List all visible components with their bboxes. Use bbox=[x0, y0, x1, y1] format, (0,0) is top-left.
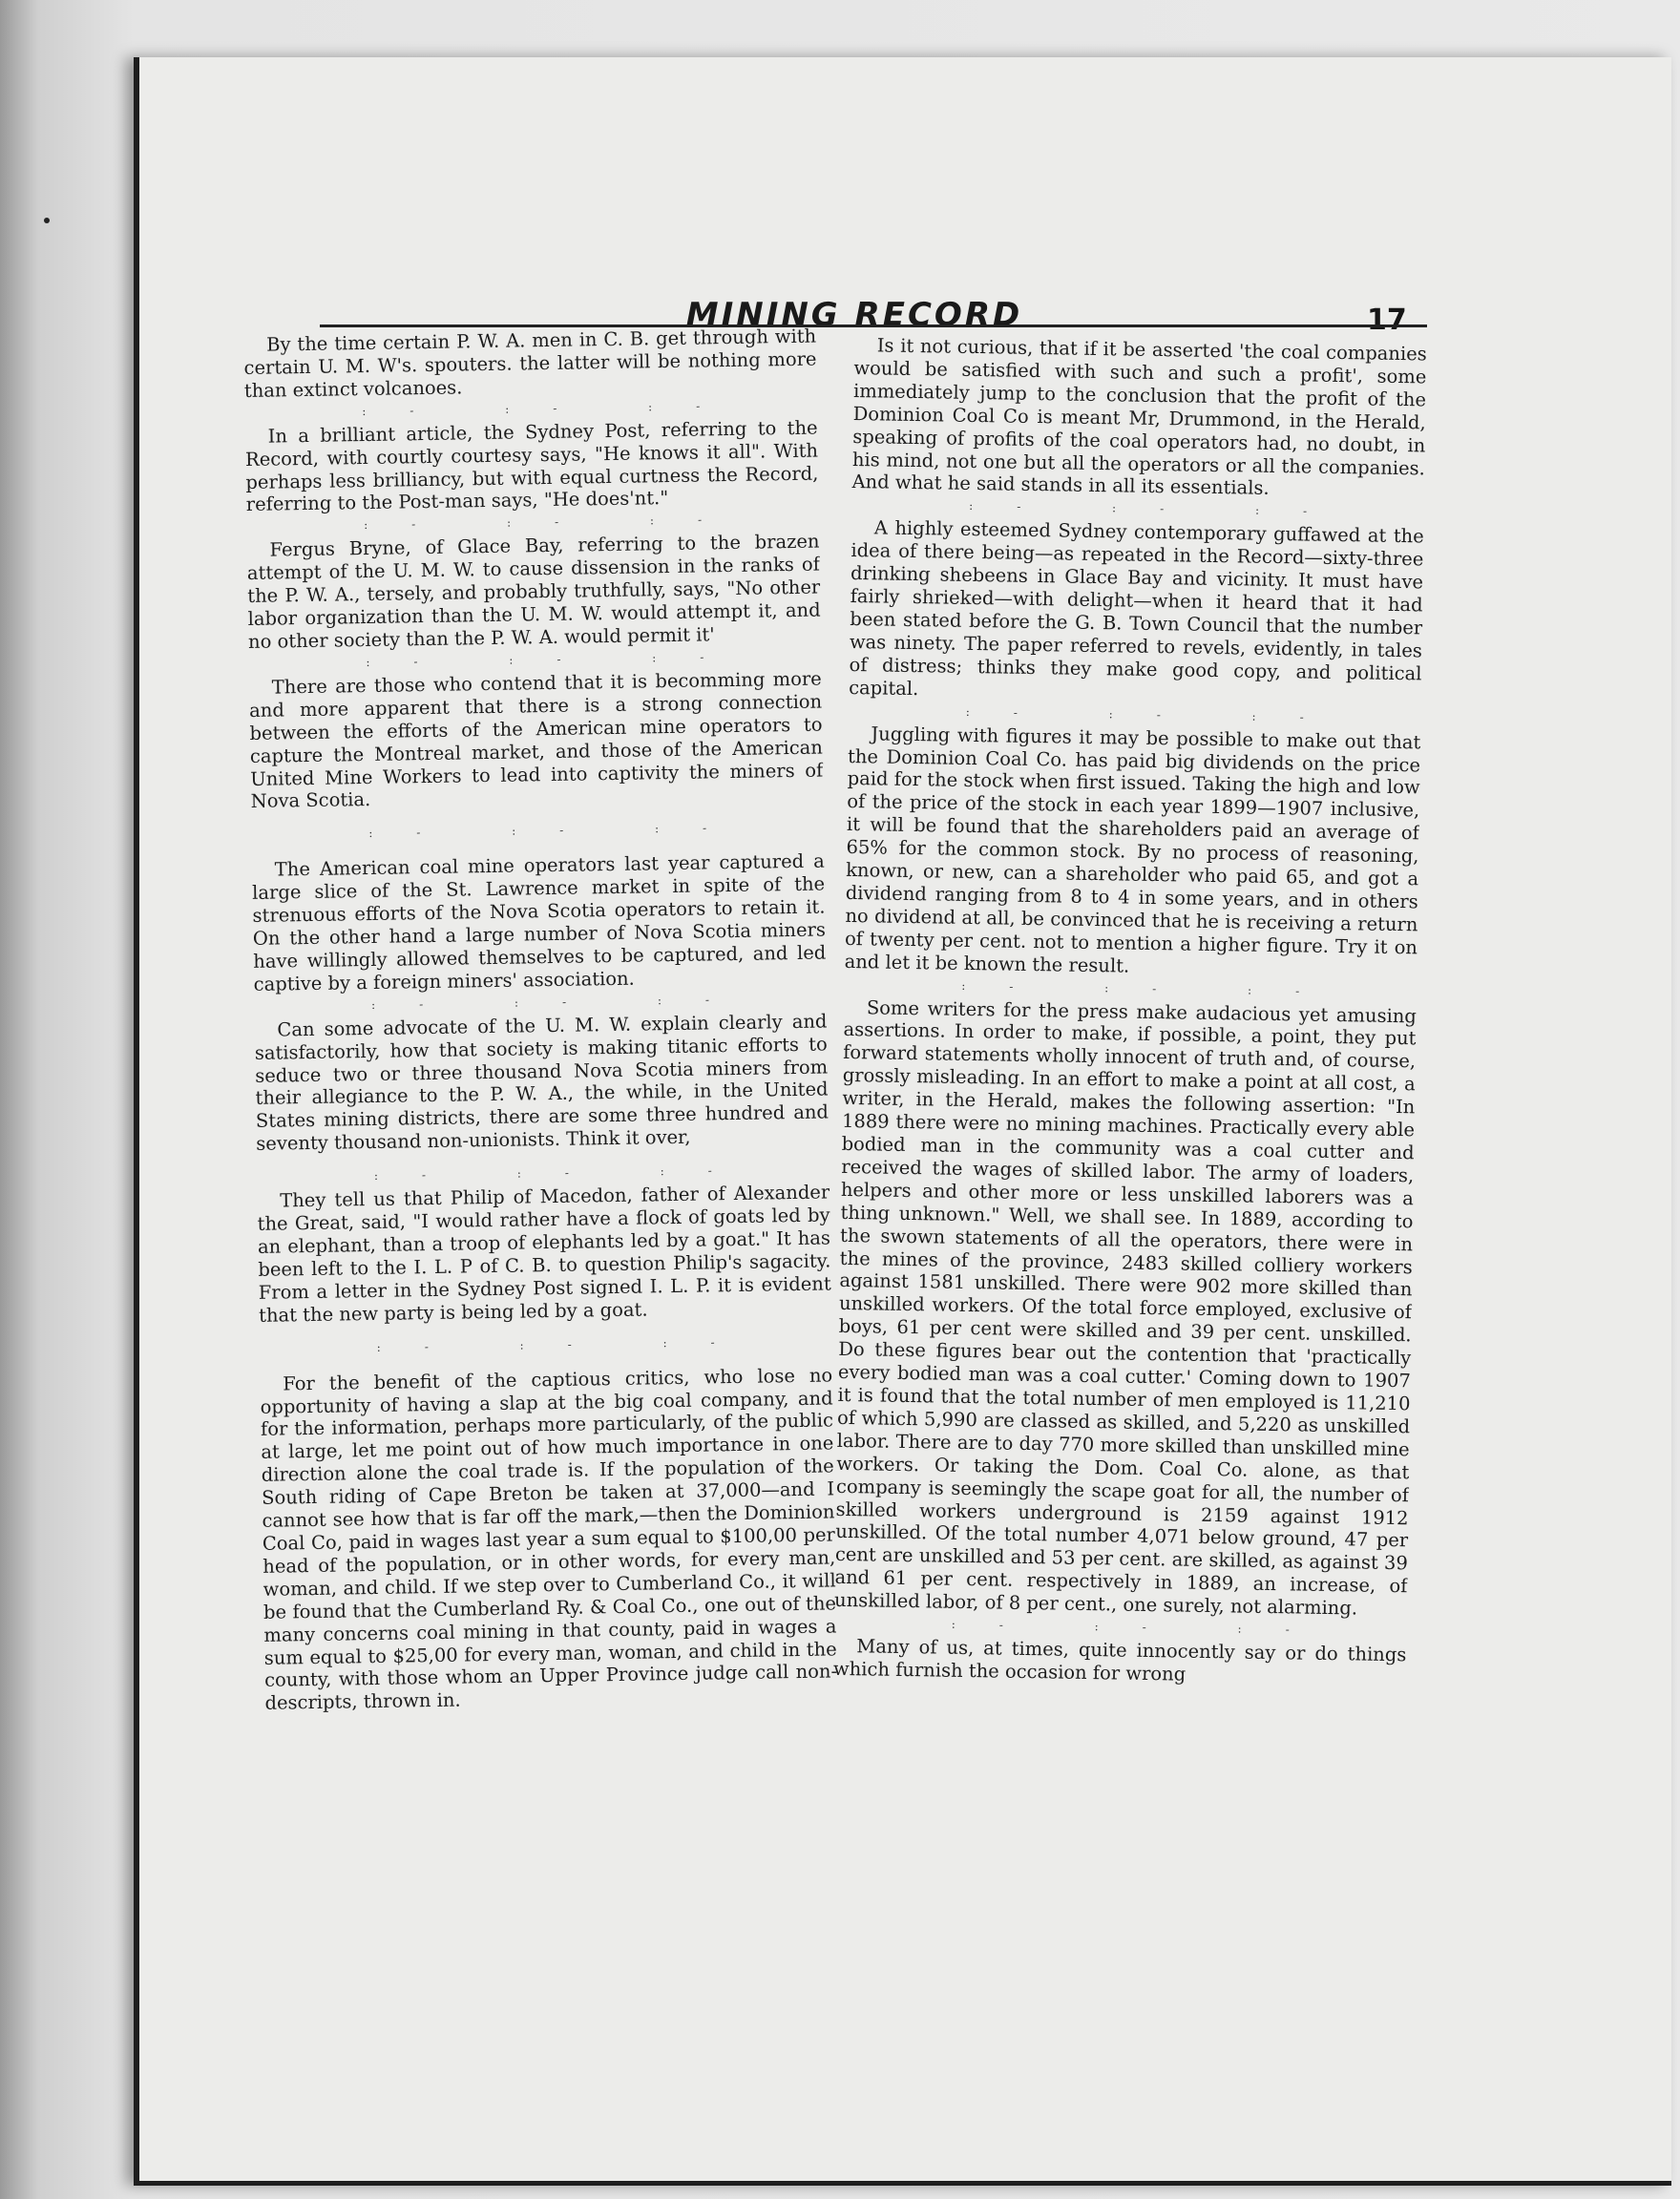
section-separator: :- :- :- bbox=[961, 978, 1344, 998]
paragraph: By the time certain P. W. A. men in C. B. get through with certain U. M. W's. spouters. the latter will be nothing more than extinct volcanoes. bbox=[243, 325, 817, 402]
section-separator: :- :- :- bbox=[364, 513, 746, 533]
section-separator: :- :- :- bbox=[370, 992, 754, 1012]
paragraph: For the benefit of the captious critics, who lose no opportunity of having a slap at the big coal company, and for the information, perhaps more particularly, of the public at large, let me point out of how much importance in one direction alone the coal trade is. If the population of the South riding of Cape Breton be taken at 37,000—and I cannot see how that is far off the mark,—then the Dominion Coal Co, paid in wages last year a sum equal to $100,00 per head of the population, or in other words, for every man, woman, and child. If we step over to Cumberland Co., it will be found that the Cumberland Ry. & Coal Co., one out of the many concerns coal mining in that county, paid in wages a sum equal to $25,00 for every man, woman, and child in the county, with those whom an Upper Province judge call non-descripts, thrown in. bbox=[260, 1364, 838, 1715]
section-separator: :- :- :- bbox=[362, 398, 745, 418]
right-column bbox=[828, 334, 1427, 2032]
scan-speck bbox=[44, 218, 50, 223]
paragraph: Juggling with figures it may be possible to make out that the Dominion Coal Co. has paid big dividends on the price paid for the stock when first issued. Taking the high and low of the price of the stock in each year 1899—1907 inclusive, it will be found that the shareholders paid an average of 65% for the common stock. By no process of reasoning, known, or new, can a shareholder who paid 65, and got a dividend ranging from 8 to 4 in some years, and in others no dividend at all, be convinced that he is receiving a return of twenty per cent. not to mention a higher figure. Try it on and let it be known the result. bbox=[844, 722, 1421, 977]
section-separator: :- :- :- bbox=[965, 704, 1348, 724]
left-column bbox=[243, 325, 843, 2023]
paragraph: A highly esteemed Sydney contemporary guffawed at the idea of there being—as repeated in the Record—sixty-three drinking shebeens in Glace Bay and vicinity. It must have fairly shrieked—with delight—when it heard that it had been stated before the G. B. Town Council that the number was ninety. The paper referred to revels, evidently, in tales of distress; thinks they make good copy, and political capital. bbox=[849, 516, 1424, 700]
section-separator: :- :- :- bbox=[969, 499, 1352, 519]
section-separator: :- :- :- bbox=[951, 1617, 1334, 1638]
section-separator: :- :- :- bbox=[366, 649, 748, 669]
section-separator: :- :- :- bbox=[376, 1334, 759, 1354]
running-head-title: MINING RECORD bbox=[685, 296, 1023, 334]
paragraph: In a brilliant article, the Sydney Post, referring to the Record, with courtly courtesy says, "He knows it all". With perhaps less brilliancy, but with equal curtness the Record, referring to the Post-man says, "He does'nt." bbox=[244, 416, 819, 516]
paragraph: There are those who contend that it is becomming more and more apparent that there is a strong connection between the efforts of the American mine operators to capture the Montreal market, and those of the American United Mine Workers to lead into captivity the miners of Nova Scotia. bbox=[249, 667, 824, 813]
section-separator: :- :- :- bbox=[368, 821, 751, 841]
paragraph: Can some advocate of the U. M. W. explain clearly and satisfactorily, how that society is making titanic efforts to seduce two or three thousand Nova Scotia miners from their allegiance to the P. W. A., the while, in the United States mining districts, there are some three hundred and seventy thousand non-unionists. Think it over, bbox=[254, 1010, 830, 1156]
paragraph: They tell us that Philip of Macedon, father of Alexander the Great, said, "I would rather have a flock of goats led by an elephant, than a troop of elephants led by a goat." It has been left to the I. L. P of C. B. to question Philip's sagacity. From a letter in the Sydney Post signed I. L. P. it is evident that the new party is being led by a goat. bbox=[257, 1181, 831, 1327]
page-number: 17 bbox=[1367, 304, 1407, 337]
section-separator: :- :- :- bbox=[373, 1162, 756, 1183]
paragraph: The American coal mine operators last year captured a large slice of the St. Lawrence market in spite of the strenuous efforts of the Nova Scotia operators to retain it. On the other hand a large number of Nova Scotia miners have willingly allowed themselves to be captured, and led captive by a foreign miners' association. bbox=[252, 849, 827, 995]
paragraph: Some writers for the press make audacious yet amusing assertions. In order to make, if possible, a point, they put forward statements wholly innocent of truth and, of course, grossly misleading. In an effort to make a point at all cost, a writer, in the Herald, makes the following assertion: "In 1889 there were no mining machines. Practically every able bodied man in the community was a coal cutter and received the wages of skilled labor. The army of loaders, helpers and other more or less unskilled laborers was a thing unknown." Well, we shall see. In 1889, according to the swown statements of all the operators, there were in the mines of the province, 2483 skilled colliery workers against 1581 unskilled. There were 902 more skilled than unskilled workers. Of the total force employed, exclusive of boys, 61 per cent were skilled and 39 per cent. unskilled. Do these figures bear out the contention that 'practically every bodied man was a coal cutter.' Coming down to 1907 it is found that the total number of men employed is 11,210 of which 5,990 are classed as skilled, and 5,220 as unskilled labor. There are to day 770 more skilled than unskilled mine workers. Or taking the Dom. Coal Co. alone, as that company is seemingly the scape goat for all, the number of skilled workers underground is 2159 against 1912 unskilled. Of the total number 4,071 below ground, 47 per cent are unskilled and 53 per cent. are skilled, as against 39 and 61 per cent. respectively in 1889, an increase, of unskilled labor, of 8 per cent., one surely, not alarming. bbox=[833, 995, 1418, 1620]
paragraph: Is it not curious, that if it be asserted 'the coal companies would be satisfied with such and such a profit', some immediately jump to the conclusion that the profit of the Dominion Coal Co is meant Mr, Drummond, in the Herald, speaking of profits of the coal operators had, no doubt, in his mind, not one but all the operators or all the companies. And what he said stands in all its essentials. bbox=[851, 334, 1427, 500]
paragraph: Many of us, at times, quite innocently say or do things which furnish the occasion for wrong bbox=[832, 1635, 1407, 1686]
header-rule bbox=[320, 325, 1427, 327]
paragraph: Fergus Bryne, of Glace Bay, referring to the brazen attempt of the U. M. W. to cause dissension in the ranks of the P. W. A., tersely, and probably truthfully, says, "No other labor organization than the U. M. W. would attempt it, and no other society than the P. W. A. would permit it' bbox=[246, 530, 821, 653]
